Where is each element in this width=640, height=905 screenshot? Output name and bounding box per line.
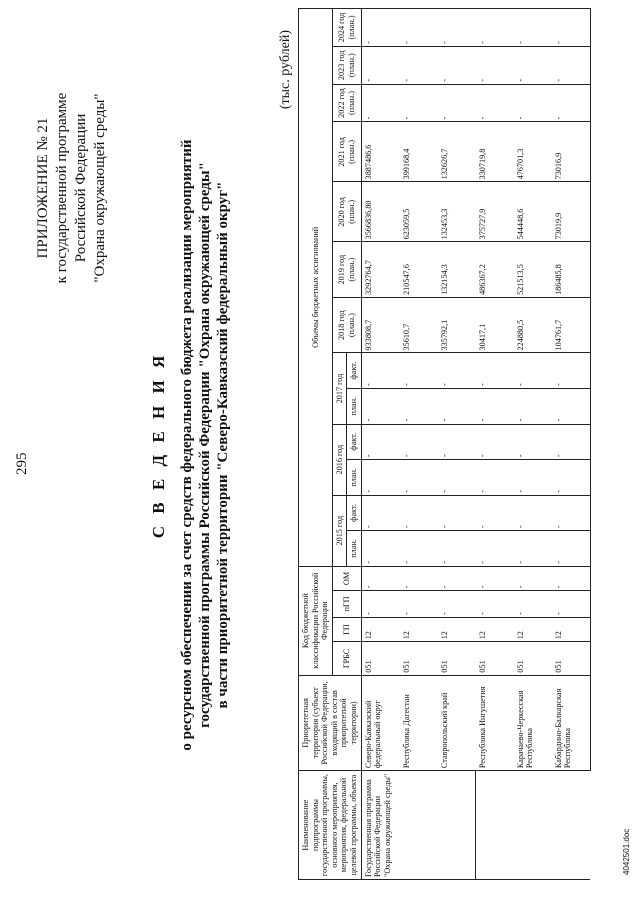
header-year-2016: 2016 год [332,424,347,495]
cell-v2022: - [514,84,552,122]
cell-f2016: - [361,424,400,460]
header-fact-2016: факт. [347,424,362,460]
cell-v2018: 104761,7 [552,297,591,353]
cell-v2019: 521513,5 [514,242,552,298]
cell-f2015: - [514,495,552,531]
cell-v2020: 623059,5 [400,182,438,242]
cell-grbs: 051 [361,642,400,675]
cell-v2023: - [400,46,438,84]
program-name-empty-cell [476,771,591,880]
cell-v2019: 210547,6 [400,242,438,298]
cell-v2018: 30417,1 [476,297,514,353]
units-label: (тыс. рублей) [278,30,293,110]
cell-v2024: - [438,9,476,47]
program-name-cell: Государственная программа Российской Федерации "Охрана окружающей среды" [361,771,476,880]
table-row [438,9,476,880]
cell-v2024: - [400,9,438,47]
appendix-line-3: Российской Федерации [73,113,89,263]
cell-v2018: 335792,1 [438,297,476,353]
cell-grbs: 051 [400,642,438,675]
cell-gp: 12 [514,617,552,641]
cell-v2024: - [514,9,552,47]
table-row [476,9,514,880]
cell-v2024: - [552,9,591,47]
cell-p2015: - [400,531,438,567]
header-bcc-group: Код бюджетной классификации Российской Федерации [299,566,333,675]
header-2021: 2021 год (план.) [332,122,361,182]
cell-territory: Кабардино-Балкарская Республика [552,675,591,771]
cell-territory: Ставропольский край [438,675,476,771]
appendix-line-4: "Охрана окружающей среды" [92,93,108,283]
cell-p2017: - [476,388,514,424]
cell-pgp: - [438,591,476,618]
cell-v2019: 186485,8 [552,242,591,298]
cell-p2016: - [514,460,552,496]
cell-pgp: - [514,591,552,618]
table-body [361,9,590,880]
cell-v2018: 35610,7 [400,297,438,353]
cell-om: - [400,566,438,590]
cell-gp: 12 [476,617,514,641]
cell-om: - [514,566,552,590]
header-volumes: Объемы бюджетных ассигнований [299,9,333,567]
cell-territory: Карачаево-Черкесская Республика [514,675,552,771]
header-2023: 2023 год (план.) [332,46,361,84]
cell-v2021: 132626,7 [438,122,476,182]
cell-p2016: - [400,460,438,496]
cell-v2023: - [514,46,552,84]
cell-f2015: - [438,495,476,531]
cell-pgp: - [476,591,514,618]
header-year-2017: 2017 год [332,353,347,424]
cell-v2024: - [476,9,514,47]
cell-grbs: 051 [438,642,476,675]
cell-f2017: - [476,353,514,389]
header-pgp: пГП [332,591,361,618]
cell-p2017: - [514,388,552,424]
cell-p2017: - [552,388,591,424]
cell-v2022: - [552,84,591,122]
cell-f2017: - [361,353,400,389]
page-number: 295 [14,452,30,475]
cell-v2023: - [476,46,514,84]
budget-table [298,8,591,880]
cell-f2017: - [400,353,438,389]
cell-v2019: 3292764,7 [361,242,400,298]
header-fact-2015: факт. [347,495,362,531]
cell-v2021: 476701,3 [514,122,552,182]
header-plan-2016: план. [347,460,362,496]
cell-f2016: - [552,424,591,460]
title-line-1: о ресурсном обеспечении за счет средств федерального бюджета реализации мероприятий [179,139,195,751]
cell-f2016: - [514,424,552,460]
cell-v2023: - [361,46,400,84]
header-gp: ГП [332,617,361,641]
cell-grbs: 051 [476,642,514,675]
cell-pgp: - [361,591,400,618]
cell-grbs: 051 [514,642,552,675]
header-2019: 2019 год (план.) [332,242,361,298]
cell-p2015: - [514,531,552,567]
cell-v2021: 330719,8 [476,122,514,182]
cell-om: - [438,566,476,590]
cell-om: - [552,566,591,590]
cell-f2015: - [476,495,514,531]
cell-p2015: - [438,531,476,567]
cell-territory: Северо-Кавказский федеральный округ [361,675,400,771]
cell-v2022: - [476,84,514,122]
table-row [552,9,591,880]
cell-v2022: - [361,84,400,122]
title-main: С В Е Д Е Н И Я [149,351,168,539]
cell-v2023: - [552,46,591,84]
cell-p2016: - [552,460,591,496]
header-grbs: ГРБС [332,642,361,675]
cell-f2016: - [438,424,476,460]
cell-v2019: 132154,3 [438,242,476,298]
header-2020: 2020 год (план.) [332,182,361,242]
cell-f2016: - [400,424,438,460]
cell-v2020: 375727,9 [476,182,514,242]
cell-gp: 12 [552,617,591,641]
cell-f2015: - [361,495,400,531]
cell-v2020: 544448,6 [514,182,552,242]
cell-p2015: - [361,531,400,567]
cell-v2022: - [400,84,438,122]
header-territory: Приоритетная территория (субъект Российской Федерации, входящий в состав приоритетной территории) [299,675,362,771]
cell-p2017: - [361,388,400,424]
cell-gp: 12 [400,617,438,641]
title-line-3: в части приоритетной территории "Северо-Кавказский федеральный округ" [215,181,231,709]
cell-p2015: - [476,531,514,567]
header-plan-2015: план. [347,531,362,567]
header-fact-2017: факт. [347,353,362,389]
cell-p2016: - [438,460,476,496]
cell-pgp: - [552,591,591,618]
cell-v2020: 3566836,80 [361,182,400,242]
table-row [514,9,552,880]
cell-p2016: - [476,460,514,496]
cell-v2023: - [438,46,476,84]
cell-v2020: 73019,9 [552,182,591,242]
cell-pgp: - [400,591,438,618]
cell-f2017: - [552,353,591,389]
table-row [361,9,400,880]
cell-v2018: 224880,5 [514,297,552,353]
cell-v2021: 399168,4 [400,122,438,182]
cell-v2022: - [438,84,476,122]
cell-v2019: 486367,2 [476,242,514,298]
cell-v2021: 3887486,6 [361,122,400,182]
cell-f2017: - [514,353,552,389]
cell-p2017: - [438,388,476,424]
cell-v2018: 933808,7 [361,297,400,353]
cell-p2015: - [552,531,591,567]
header-name: Наименование подпрограммы государственной программы, основного мероприятия, мероприятия, федеральной целевой программы, объекта [299,771,362,880]
footer-filename: 4042501.doc [622,828,631,875]
header-2024: 2024 год (план.) [332,9,361,47]
title-line-2: государственной программы Российской Федерации "Охрана окружающей среды" [197,162,213,728]
cell-v2024: - [361,9,400,47]
cell-v2021: 73016,9 [552,122,591,182]
appendix-line-2: к государственной программе [54,92,70,284]
cell-om: - [361,566,400,590]
header-2018: 2018 год (план.) [332,297,361,353]
cell-f2015: - [552,495,591,531]
cell-gp: 12 [361,617,400,641]
cell-f2015: - [400,495,438,531]
cell-f2017: - [438,353,476,389]
cell-grbs: 051 [552,642,591,675]
cell-f2016: - [476,424,514,460]
appendix-header [34,58,110,318]
header-2022: 2022 год (план.) [332,84,361,122]
header-year-2015: 2015 год [332,495,347,566]
document-title [150,85,232,805]
cell-om: - [476,566,514,590]
cell-territory: Республика Дагестан [400,675,438,771]
cell-territory: Республика Ингушетия [476,675,514,771]
appendix-number: ПРИЛОЖЕНИЕ № 21 [35,117,51,259]
cell-p2017: - [400,388,438,424]
cell-v2020: 132453,3 [438,182,476,242]
cell-p2016: - [361,460,400,496]
cell-gp: 12 [438,617,476,641]
table-row [400,9,438,880]
header-om: ОМ [332,566,361,590]
header-plan-2017: план. [347,388,362,424]
